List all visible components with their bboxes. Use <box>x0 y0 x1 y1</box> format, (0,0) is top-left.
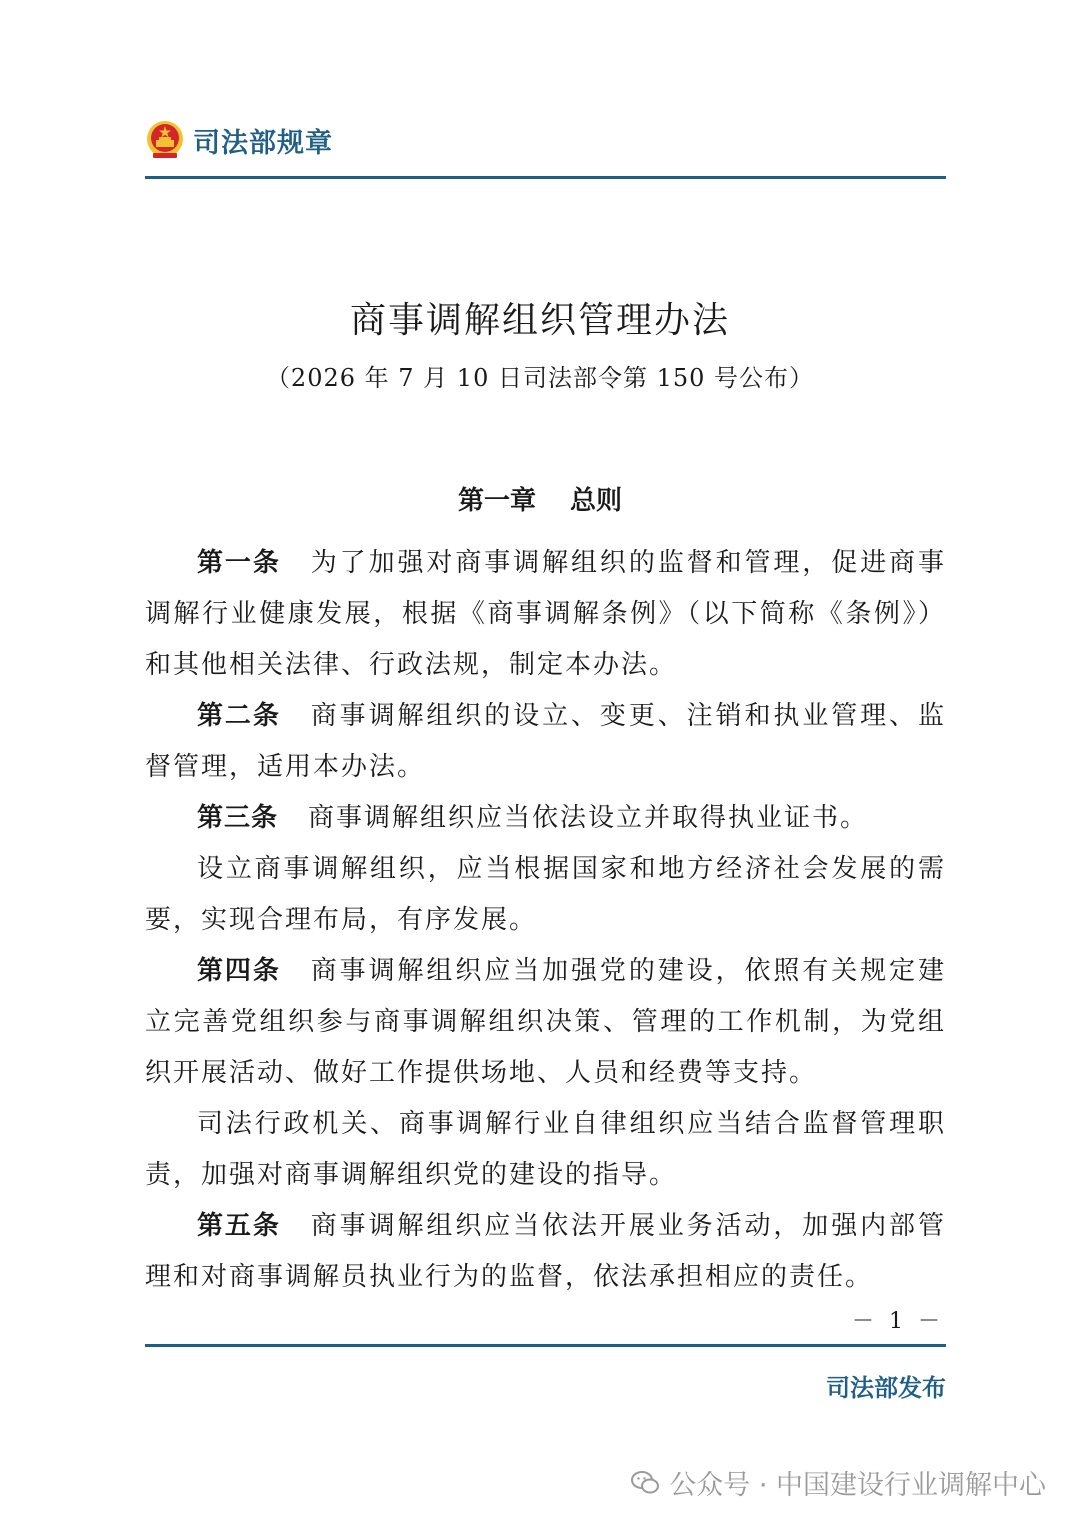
paragraph <box>145 793 946 844</box>
article-label: 第三条 <box>197 803 279 833</box>
wechat-icon <box>631 1470 659 1496</box>
paragraph <box>145 691 946 793</box>
national-emblem-icon <box>145 120 185 160</box>
paragraph-text: 司法行政机关、商事调解行业自律组织应当结合监督管理职责，加强对商事调解组织党的建设的指导。 <box>145 1109 946 1190</box>
header-title: 司法部规章 <box>193 127 333 159</box>
page-number: － 1 － <box>852 1309 944 1334</box>
article-label: 第四条 <box>197 956 281 986</box>
paragraph <box>145 1099 946 1201</box>
watermark <box>631 1463 1046 1502</box>
article-text: 商事调解组织应当依法开展业务活动，加强内部管理和对商事调解员执业行为的监督，依法承担相应的责任。 <box>145 1211 946 1292</box>
article-label: 第二条 <box>197 701 281 731</box>
article-text: 为了加强对商事调解组织的监督和管理，促进商事调解行业健康发展，根据《商事调解条例》（以下简称《条例》）和其他相关法律、行政法规，制定本办法。 <box>145 548 946 680</box>
paragraph <box>145 1201 946 1303</box>
footer-divider <box>145 1344 946 1347</box>
document-subtitle: （2026 年 7 月 10 日司法部令第 150 号公布） <box>265 364 815 392</box>
publisher-label: 司法部发布 <box>826 1374 946 1402</box>
paragraph <box>145 946 946 1099</box>
article-label: 第一条 <box>197 548 281 578</box>
paragraph <box>145 844 946 946</box>
paragraph-text: 设立商事调解组织，应当根据国家和地方经济社会发展的需要，实现合理布局，有序发展。 <box>145 854 946 935</box>
document-body <box>145 538 946 1303</box>
header-divider <box>145 176 946 179</box>
chapter-number: 第一章 <box>457 486 536 516</box>
article-text: 商事调解组织应当依法设立并取得执业证书。 <box>308 803 869 833</box>
article-text: 商事调解组织的设立、变更、注销和执业管理、监督管理，适用本办法。 <box>145 701 946 782</box>
watermark-text: 公众号 · 中国建设行业调解中心 <box>669 1470 1046 1501</box>
chapter-name: 总则 <box>570 486 623 516</box>
article-text: 商事调解组织应当加强党的建设，依照有关规定建立完善党组织参与商事调解组织决策、管理的工作机制，为党组织开展活动、做好工作提供场地、人员和经费等支持。 <box>145 956 946 1088</box>
page-header <box>145 115 333 165</box>
chapter-heading <box>0 480 1080 517</box>
article-label: 第五条 <box>197 1211 281 1241</box>
document-title: 商事调解组织管理办法 <box>349 300 730 341</box>
paragraph <box>145 538 946 691</box>
